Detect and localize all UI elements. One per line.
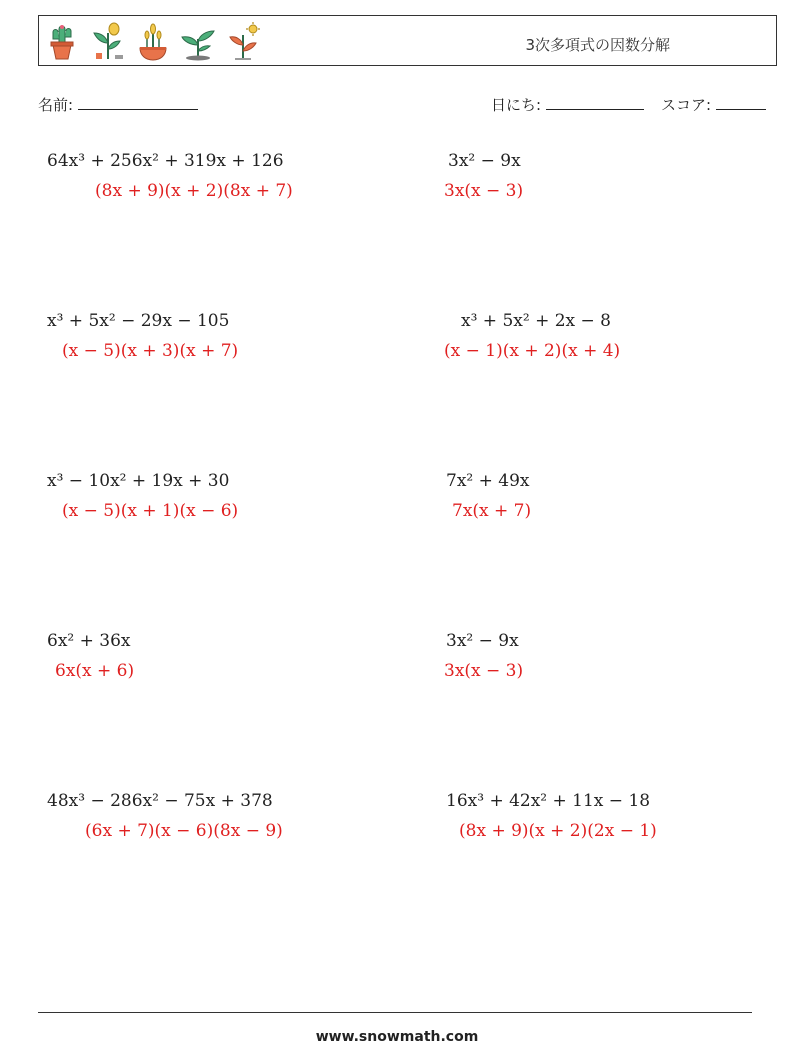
name-blank	[78, 95, 198, 110]
problem-8-question: 3x² − 9x	[446, 631, 519, 651]
problem-6-answer: 7x(x + 7)	[452, 501, 532, 521]
problem-10-question: 16x³ + 42x² + 11x − 18	[446, 791, 651, 811]
problem-3-question: x³ + 5x² − 29x − 105	[47, 311, 230, 331]
name-label: 名前:	[38, 96, 74, 114]
problem-2-question: 3x² − 9x	[448, 151, 521, 171]
problem-6-question: 7x² + 49x	[446, 471, 530, 491]
problem-10-answer: (8x + 9)(x + 2)(2x − 1)	[459, 821, 657, 841]
footer-url[interactable]: www.snowmath.com	[315, 1029, 479, 1045]
score-blank	[716, 95, 766, 110]
problem-8-answer: 3x(x − 3)	[444, 661, 524, 681]
score-field	[661, 94, 766, 115]
problem-2-answer: 3x(x − 3)	[444, 181, 524, 201]
problem-5-answer: (x − 5)(x + 1)(x − 6)	[62, 501, 239, 521]
sunflower-sprout-icon	[227, 21, 263, 61]
problem-7-answer: 6x(x + 6)	[55, 661, 135, 681]
problem-9-question: 48x³ − 286x² − 75x + 378	[47, 791, 273, 811]
cactus-pot-icon	[45, 21, 79, 61]
problem-4-answer: (x − 1)(x + 2)(x + 4)	[444, 341, 621, 361]
problem-1-question: 64x³ + 256x² + 319x + 126	[47, 151, 284, 171]
sprouting-plant-icon	[88, 21, 128, 61]
problem-1-answer: (8x + 9)(x + 2)(8x + 7)	[95, 181, 293, 201]
date-field	[491, 94, 644, 115]
problem-4-question: x³ + 5x² + 2x − 8	[461, 311, 611, 331]
problem-7-question: 6x² + 36x	[47, 631, 131, 651]
problem-5-question: x³ − 10x² + 19x + 30	[47, 471, 230, 491]
name-field	[38, 94, 198, 115]
worksheet-title: 3次多項式の因数分解	[525, 36, 670, 54]
problem-9-answer: (6x + 7)(x − 6)(8x − 9)	[85, 821, 283, 841]
header-box	[38, 15, 777, 66]
seedling-icon	[178, 21, 218, 61]
footer-divider	[38, 1012, 752, 1013]
problem-3-answer: (x − 5)(x + 3)(x + 7)	[62, 341, 239, 361]
plant-icons	[45, 20, 263, 62]
potted-wheat-icon	[137, 21, 169, 61]
date-blank	[546, 95, 644, 110]
score-label: スコア:	[661, 96, 712, 114]
date-label: 日にち:	[491, 96, 542, 114]
